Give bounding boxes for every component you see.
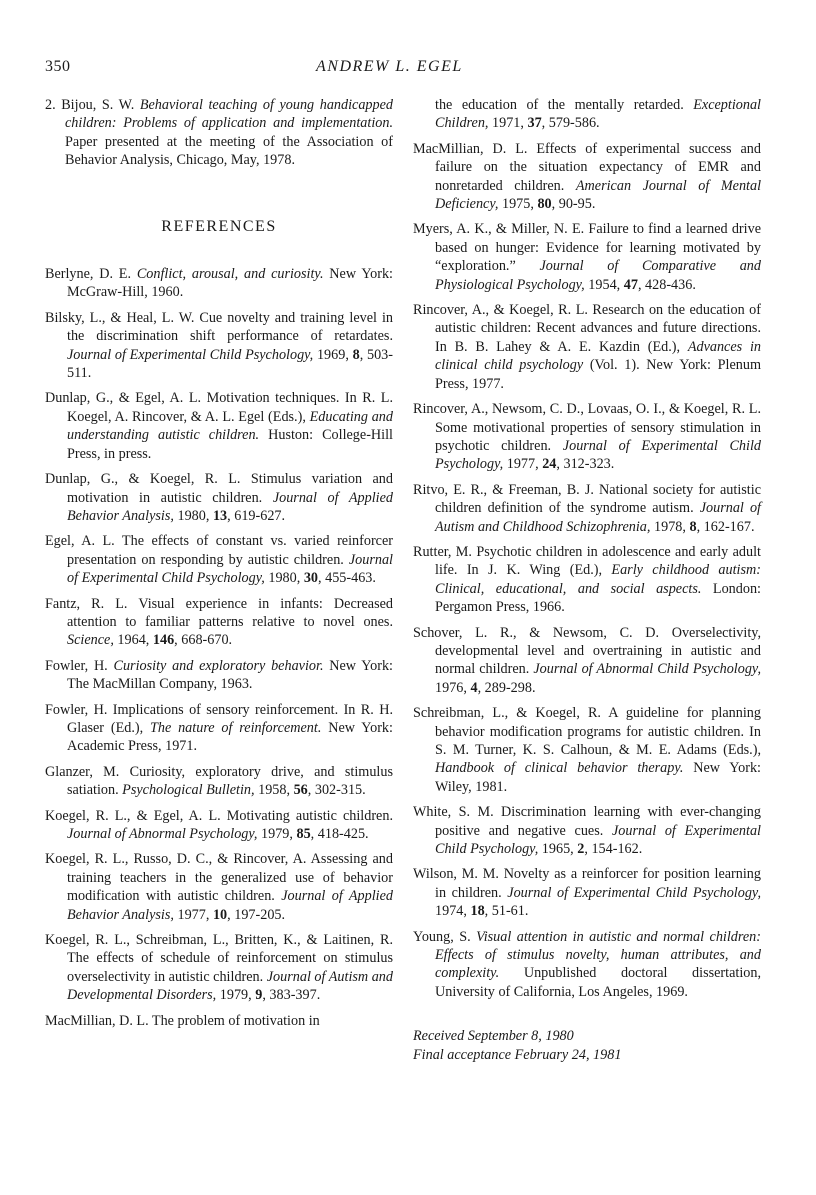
reference-volume: 56 <box>293 782 308 799</box>
reference-year: New York: Academic Press, 1971. <box>67 719 393 755</box>
reference-pages: , 154-162. <box>584 841 643 858</box>
reference-pages: , 579-586. <box>541 115 600 132</box>
reference-entry <box>45 309 393 383</box>
reference-volume: 80 <box>537 196 552 213</box>
reference-year: 1978, <box>650 518 690 535</box>
references-heading: REFERENCES <box>161 217 277 235</box>
reference-source: Early childhood autism: Clinical, educational, and social aspects. <box>435 562 761 597</box>
reference-year: 1979, <box>216 987 256 1004</box>
reference-source: Conflict, arousal, and curiosity. <box>136 266 324 283</box>
reference-year: 1976, <box>435 679 471 696</box>
reference-text: Rutter, M. Psychotic children in adolescence and early adult life. In J. K. Wing (Ed.), <box>413 543 761 579</box>
received-date: Received September 8, 1980 <box>413 1028 574 1045</box>
reference-text: Young, S. <box>413 928 477 945</box>
reference-year: New York: McGraw-Hill, 1960. <box>67 266 393 301</box>
reference-text: Ritvo, E. R., & Freeman, B. J. National society for autistic children definition of the syndrome autism. <box>413 481 761 517</box>
reference-text: Dunlap, G., & Egel, A. L. Motivation techniques. In R. L. Koegel, A. Rincover, & A. L. Egel (Eds.), <box>45 390 393 425</box>
reference-volume: 8 <box>689 518 697 535</box>
reference-entry <box>413 96 761 133</box>
reference-source: Journal of Experimental Child Psychology, <box>435 437 762 473</box>
reference-pages: , 51-61. <box>484 903 529 920</box>
reference-pages: , 428-436. <box>637 276 696 293</box>
reference-entry <box>45 931 393 1005</box>
reference-pages: , 418-425. <box>310 826 369 842</box>
reference-entry <box>413 928 761 1002</box>
reference-volume: 4 <box>470 679 478 696</box>
reference-year: Unpublished doctoral dissertation, University of California, Los Angeles, 1969. <box>435 965 761 1000</box>
reference-text: Koegel, R. L., & Egel, A. L. Motivating autistic children. <box>45 807 393 824</box>
reference-entry <box>45 389 393 463</box>
reference-year: New York: Wiley, 1981. <box>435 760 761 795</box>
reference-source: Exceptional Children, <box>435 97 761 132</box>
reference-pages: , 503-511. <box>67 346 394 382</box>
reference-text: Koegel, R. L., Schreibman, L., Britten, K., & Laitinen, R. The effects of schedule of reinforcement on stimulus overselectivity in autistic children. <box>45 932 393 985</box>
reference-source: Journal of Experimental Child Psychology, <box>67 551 393 587</box>
reference-source: Journal of Autism and Developmental Disorders, <box>67 968 393 1004</box>
reference-pages: , 197-205. <box>227 906 286 923</box>
reference-entry <box>413 301 761 393</box>
reference-source: Journal of Abnormal Psychology, <box>67 826 258 842</box>
reference-pages: , 619-627. <box>227 507 286 524</box>
reference-volume: 9 <box>255 987 263 1004</box>
reference-entry <box>413 865 761 920</box>
reference-year: 1980, <box>264 570 304 587</box>
reference-entry <box>413 400 761 474</box>
reference-source: Advances in clinical child psychology <box>435 338 761 374</box>
reference-pages: , 312-323. <box>556 456 615 473</box>
reference-pages: , 383-397. <box>262 987 321 1004</box>
running-head: ANDREW L. EGEL <box>316 58 463 75</box>
reference-year: 1964, <box>113 632 153 649</box>
footnote-number: 2. <box>45 97 56 113</box>
reference-text: Rincover, A., Newsom, C. D., Lovaas, O. I., & Koegel, R. L. Some motivational properties of sensory stimulation in psychotic children. <box>413 401 761 454</box>
reference-entry <box>413 481 761 536</box>
reference-text: Dunlap, G., & Koegel, R. L. Stimulus variation and motivation in autistic children. <box>45 471 393 506</box>
reference-entry <box>45 657 393 694</box>
reference-volume: 146 <box>152 632 175 649</box>
reference-entry <box>413 140 761 214</box>
reference-source: Journal of Experimental Child Psychology, <box>507 884 761 901</box>
footnote-title: Behavioral teaching of young handicapped children: Problems of application and implementation. <box>65 97 394 132</box>
right-column <box>413 96 761 1064</box>
reference-entry <box>45 470 393 525</box>
reference-year: (Vol. 1). New York: Plenum Press, 1977. <box>435 357 761 392</box>
reference-entry <box>45 265 393 302</box>
reference-source: Visual attention in autistic and normal children: Effects of stimulus novelty, human attributes, and complexity. <box>435 928 762 982</box>
reference-source: Journal of Experimental Child Psychology, <box>67 346 314 363</box>
reference-year: 1980, <box>173 507 213 524</box>
reference-volume: 2 <box>577 841 585 858</box>
reference-volume: 8 <box>352 346 360 363</box>
reference-pages: , 90-95. <box>551 196 596 213</box>
reference-entry <box>45 1012 393 1030</box>
reference-source: Journal of Applied Behavior Analysis, <box>67 489 393 524</box>
reference-volume: 37 <box>527 115 542 132</box>
reference-year: 1977, <box>503 456 543 473</box>
reference-volume: 10 <box>212 906 228 923</box>
reference-source: Curiosity and exploratory behavior. <box>113 657 324 674</box>
reference-entry <box>45 763 393 800</box>
reference-source: Psychological Bulletin, <box>122 782 255 799</box>
page-number: 350 <box>45 58 71 75</box>
reference-text: Schover, L. R., & Newsom, C. D. Overselectivity, developmental level and overtraining in autistic and normal children. <box>413 624 761 678</box>
reference-entry <box>413 220 761 294</box>
reference-entry <box>413 543 761 617</box>
reference-volume: 30 <box>303 570 319 587</box>
reference-year: 1969, <box>313 346 353 363</box>
reference-entry <box>45 532 393 587</box>
reference-source: Handbook of clinical behavior therapy. <box>435 760 684 777</box>
reference-source: Journal of Abnormal Child Psychology, <box>533 661 761 678</box>
reference-pages: , 455-463. <box>318 570 376 587</box>
reference-year: 1971, <box>488 115 528 132</box>
reference-pages: , 289-298. <box>477 679 536 696</box>
reference-source: The nature of reinforcement. <box>149 719 322 736</box>
reference-entry <box>413 803 761 858</box>
reference-year: 1974, <box>435 903 471 920</box>
left-column <box>45 96 393 1037</box>
reference-text: the education of the mentally retarded. <box>435 97 694 113</box>
reference-text: Schreibman, L., & Koegel, R. A guideline for planning behavior modification programs for autistic children. In S. M. Turner, K. S. Calhoun, & M. E. Adams (Eds.), <box>413 705 761 758</box>
reference-volume: 24 <box>542 456 557 473</box>
reference-volume: 18 <box>470 903 485 920</box>
reference-source: Science, <box>67 632 114 649</box>
reference-pages: , 668-670. <box>174 632 233 649</box>
reference-text: Berlyne, D. E. <box>45 266 137 283</box>
reference-text: Bilsky, L., & Heal, L. W. Cue novelty and training level in the discrimination shift performance of retardates. <box>45 309 393 345</box>
reference-year: 1954, <box>584 276 624 293</box>
reference-year: London: Pergamon Press, 1966. <box>435 580 761 616</box>
reference-source: Educating and understanding autistic children. <box>67 408 393 444</box>
reference-source: Journal of Autism and Childhood Schizophrenia, <box>435 500 761 535</box>
reference-text: Koegel, R. L., Russo, D. C., & Rincover, A. Assessing and training teachers in the generalized use of behavior modification with autistic children. <box>45 851 393 905</box>
reference-text: Egel, A. L. The effects of constant vs. varied reinforcer presentation on responding by autistic children. <box>45 533 393 568</box>
reference-source: Journal of Comparative and Physiological Psychology, <box>435 258 761 293</box>
reference-year: 1958, <box>254 782 294 799</box>
reference-text: Glanzer, M. Curiosity, exploratory drive, and stimulus satiation. <box>45 763 393 799</box>
reference-source: American Journal of Mental Deficiency, <box>435 177 762 213</box>
reference-text: Myers, A. K., & Miller, N. E. Failure to find a learned drive based on hunger: Evidence for learning motivated by “exploration.” <box>413 221 761 275</box>
footnote-details: Paper presented at the meeting of the Association of Behavior Analysis, Chicago, May, 1978. <box>65 133 393 169</box>
reference-entry <box>413 624 761 698</box>
reference-year: 1965, <box>538 841 578 858</box>
reference-text: Fowler, H. Implications of sensory reinforcement. In R. H. Glaser (Ed.), <box>45 701 393 736</box>
reference-text: Fowler, H. <box>45 657 114 674</box>
reference-text: Wilson, M. M. Novelty as a reinforcer for position learning in children. <box>413 866 761 901</box>
reference-year: Huston: College-Hill Press, in press. <box>67 427 393 462</box>
reference-entry <box>45 595 393 650</box>
reference-source: Journal of Experimental Child Psychology, <box>435 822 761 858</box>
reference-year: 1975, <box>498 196 538 213</box>
reference-volume: 47 <box>623 276 638 293</box>
reference-text: Rincover, A., & Koegel, R. L. Research on the education of autistic children: Recent advances and future directions. In B. B. Lahey & A. E. Kazdin (Ed.), <box>413 302 761 355</box>
references-list-right <box>413 96 761 1001</box>
reference-text: MacMillian, D. L. Effects of experimental success and failure on the situation expectancy of EMR and nonretarded children. <box>413 140 761 194</box>
reference-volume: 85 <box>296 826 311 842</box>
reference-year: New York: The MacMillan Company, 1963. <box>67 657 393 693</box>
references-list-left <box>45 265 393 1030</box>
footnote-author: Bijou, S. W. <box>61 97 135 113</box>
reference-entry <box>413 704 761 796</box>
acceptance-date: Final acceptance February 24, 1981 <box>413 1046 622 1063</box>
reference-text: Fantz, R. L. Visual experience in infants: Decreased attention to familiar patterns relative to novel ones. <box>45 595 393 630</box>
reference-year: 1977, <box>173 906 213 923</box>
reference-text: White, S. M. Discrimination learning with ever-changing positive and negative cues. <box>413 804 761 839</box>
reference-volume: 13 <box>212 507 228 524</box>
reference-year: 1979, <box>257 826 297 842</box>
reference-text: MacMillian, D. L. The problem of motivation in <box>45 1012 320 1029</box>
reference-entry <box>45 807 393 844</box>
footnote-2 <box>45 96 393 170</box>
reference-source: Journal of Applied Behavior Analysis, <box>67 888 394 923</box>
reference-pages: , 162-167. <box>696 518 755 535</box>
received-dates <box>413 1027 761 1064</box>
reference-entry <box>45 850 393 924</box>
reference-pages: , 302-315. <box>307 782 366 799</box>
reference-entry <box>45 701 393 756</box>
